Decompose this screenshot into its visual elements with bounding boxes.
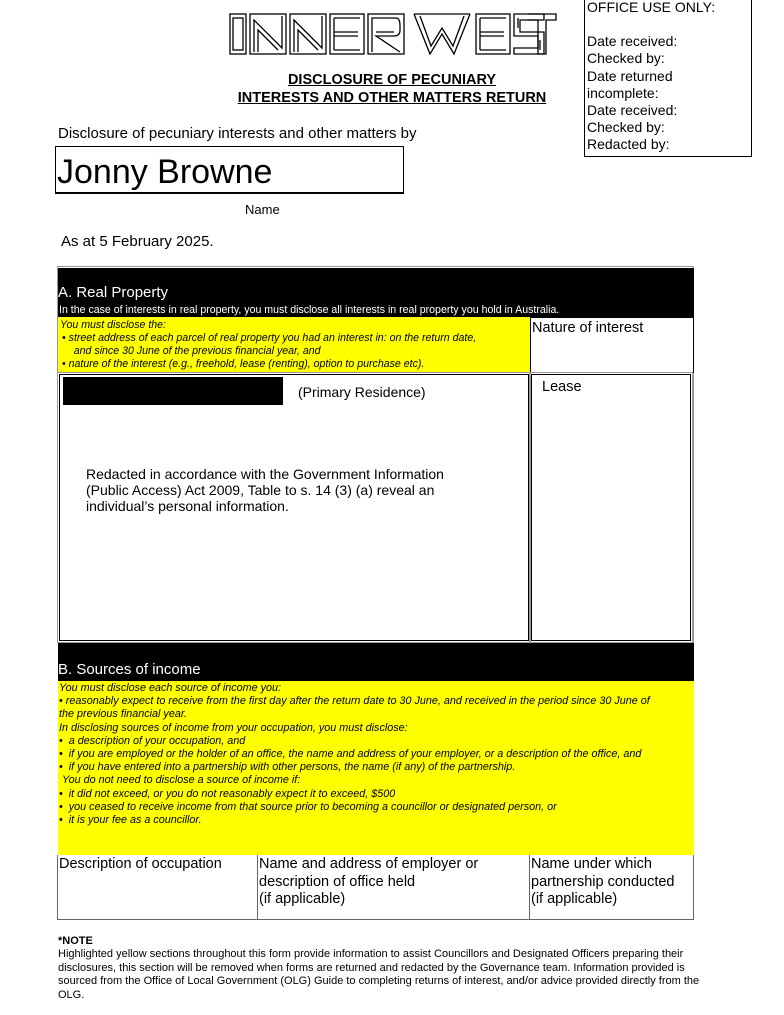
guidance-line: • reasonably expect to receive from the first day after the return date to 30 June, and received in the period since 30 June of (59, 695, 650, 708)
redacted-address-block (63, 377, 283, 405)
office-use-line: Redacted by: (587, 136, 670, 153)
guidance-line: • street address of each parcel of real property you had an interest in: on the return date, (62, 332, 477, 344)
guidance-line: • nature of the interest (e.g., freehold, lease (renting), option to purchase etc). (62, 358, 425, 370)
primary-residence-label: (Primary Residence) (298, 384, 426, 400)
redaction-note: Redacted in accordance with the Government Information (Public Access) Act 2009, Table to s. 14 (3) (a) reveal an individual’s personal information. (86, 466, 444, 514)
form-title (210, 71, 574, 107)
footer-note (58, 935, 718, 1002)
column-header-partnership: Name under which partnership conducted (if applicable) (531, 856, 675, 907)
guidance-line: You must disclose the: (60, 319, 166, 331)
guidance-line: In disclosing sources of income from your occupation, you must disclose: (59, 721, 408, 734)
nature-of-interest-header: Nature of interest (530, 317, 694, 373)
office-use-spacer (587, 16, 751, 33)
guidance-line: • if you are employed or the holder of an office, the name and address of your employer, or a description of the office, and (59, 748, 642, 761)
guidance-line: and since 30 June of the previous financial year, and (62, 345, 321, 357)
note-text: Highlighted yellow sections throughout this form provide information to assist Councillors and Designated Officers preparing their disclosures, this section will be removed when forms are returned and redacted by the Governance team. Information provided is sourced from the Office of Local Government (OLG) Guide to completing returns of interest, and/or advice provided directly from the OLG. (58, 948, 700, 1001)
guidance-line: • you ceased to receive income from that source prior to becoming a councillor or designated person, or (59, 800, 557, 813)
section-a-title: A. Real Property (58, 284, 169, 301)
section-b-guidance (58, 681, 694, 855)
section-a-guidance (58, 317, 530, 373)
office-use-line: incomplete: (587, 84, 659, 101)
guidance-line: • it did not exceed, or you do not reasonably expect it to exceed, $500 (59, 787, 396, 800)
office-use-line: Date returned (587, 67, 673, 84)
guidance-line: • it is your fee as a councillor. (59, 814, 202, 827)
form-title-line2: INTERESTS AND OTHER MATTERS RETURN (237, 90, 547, 106)
income-table (57, 855, 694, 920)
guidance-line: • a description of your occupation, and (59, 734, 246, 747)
section-b-title: B. Sources of income (58, 661, 201, 678)
inner-west-logo (228, 12, 558, 56)
name-value: Jonny Browne (57, 153, 273, 191)
office-use-line: Checked by: (587, 50, 665, 67)
guidance-line: You must disclose each source of income you: (59, 682, 282, 694)
office-use-line: Date received: (587, 102, 678, 119)
nature-of-interest-value: Lease (542, 379, 582, 395)
guidance-line: • if you have entered into a partnership with other persons, the name (if any) of the partnership. (59, 761, 516, 774)
office-use-line: Checked by: (587, 119, 665, 136)
name-field[interactable] (55, 146, 404, 194)
office-use-title: OFFICE USE ONLY: (587, 0, 716, 15)
as-at-date: As at 5 February 2025. (61, 233, 214, 250)
note-heading: *NOTE (58, 935, 93, 947)
guidance-line: You do not need to disclose a source of income if: (59, 774, 301, 787)
column-header-occupation: Description of occupation (58, 855, 258, 919)
guidance-line: the previous financial year. (59, 708, 188, 721)
form-title-line1: DISCLOSURE OF PECUNIARY (287, 72, 497, 88)
disclosure-by-label: Disclosure of pecuniary interests and other matters by (58, 125, 417, 142)
office-use-box (584, 0, 752, 157)
office-use-line: Date received: (587, 33, 678, 50)
nature-of-interest-cell[interactable] (531, 374, 691, 641)
section-a-subtitle: In the case of interests in real property, you must disclose all interests in real property you hold in Australia. (58, 304, 694, 317)
column-header-employer: Name and address of employer or description of office held (if applicable) (258, 855, 530, 919)
name-label: Name (245, 202, 280, 217)
